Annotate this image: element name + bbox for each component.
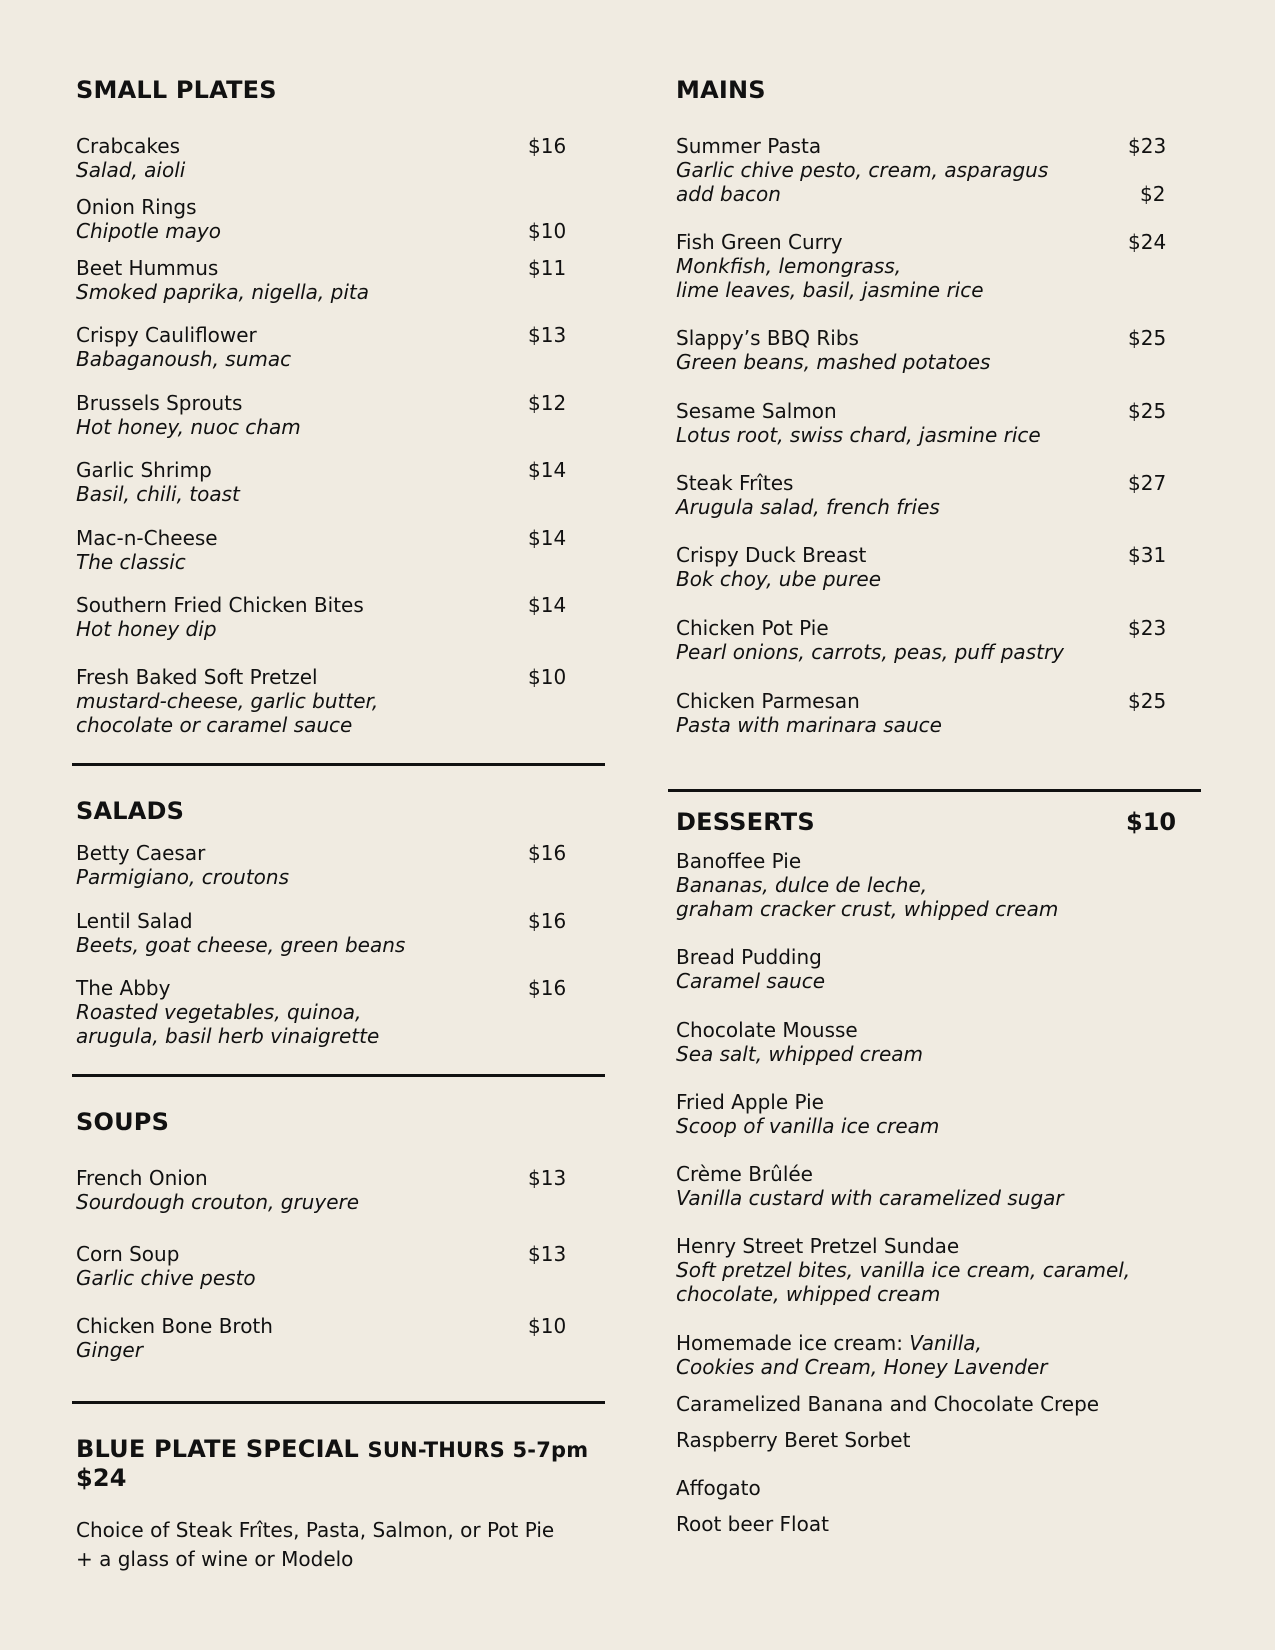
- item-name: Crispy Duck Breast: [676, 543, 867, 567]
- special-description-line2: + a glass of wine or Modelo: [76, 1547, 354, 1571]
- item-name: [676, 1331, 1196, 1355]
- special-description: Choice of Steak Frîtes, Pasta, Salmon, or Pot Pie: [76, 1518, 555, 1542]
- item-name: Raspberry Beret Sorbet: [676, 1428, 911, 1452]
- item-price: $23: [1128, 616, 1167, 640]
- item-description-line2: graham cracker crust, whipped cream: [676, 897, 1059, 921]
- item-name: Slappy’s BBQ Ribs: [676, 326, 859, 350]
- menu-item: [676, 1392, 1196, 1416]
- item-name: Chocolate Mousse: [676, 1018, 858, 1042]
- item-price: $10: [528, 665, 567, 689]
- item-name: French Onion: [76, 1166, 208, 1190]
- item-name: Lentil Salad: [76, 909, 193, 933]
- menu-item: [676, 134, 1196, 206]
- menu-item: [76, 1166, 596, 1214]
- menu-item: [76, 195, 596, 243]
- menu-item: [76, 976, 596, 1048]
- item-description-line2: chocolate or caramel sauce: [76, 713, 353, 737]
- item-name: Corn Soup: [76, 1242, 180, 1266]
- item-name: Sesame Salmon: [676, 399, 837, 423]
- item-name: Crabcakes: [76, 134, 180, 158]
- item-description: Arugula salad, french fries: [676, 495, 940, 519]
- menu-item: [676, 689, 1196, 737]
- item-description-line2: lime leaves, basil, jasmine rice: [676, 278, 984, 302]
- item-price: $24: [1128, 230, 1167, 254]
- item-name: Fried Apple Pie: [676, 1090, 824, 1114]
- item-addon-price: $2: [1140, 182, 1166, 206]
- item-description: Vanilla,: [909, 1331, 982, 1355]
- item-price: $10: [528, 1314, 567, 1338]
- mains-heading: MAINS: [676, 76, 766, 104]
- menu-item: [76, 593, 596, 641]
- item-description: Hot honey dip: [76, 617, 217, 641]
- item-description: Smoked paprika, nigella, pita: [76, 280, 369, 304]
- item-description: Garlic chive pesto, cream, asparagus: [676, 158, 1049, 182]
- salads-heading: SALADS: [76, 797, 185, 825]
- menu-item: [76, 391, 596, 439]
- item-price: $16: [528, 909, 567, 933]
- item-name: Brussels Sprouts: [76, 391, 243, 415]
- item-price: $12: [528, 391, 567, 415]
- item-description: mustard-cheese, garlic butter,: [76, 689, 379, 713]
- desserts-heading: DESSERTS: [676, 808, 815, 836]
- item-name: Chicken Parmesan: [676, 689, 860, 713]
- item-name: Henry Street Pretzel Sundae: [676, 1234, 960, 1258]
- item-name: Fish Green Curry: [676, 230, 843, 254]
- menu-item: [676, 399, 1196, 447]
- item-price: $14: [528, 458, 567, 482]
- item-price: $13: [528, 323, 567, 347]
- item-price: $31: [1128, 543, 1167, 567]
- item-name: Mac-n-Cheese: [76, 526, 218, 550]
- item-name: Caramelized Banana and Chocolate Crepe: [676, 1392, 1100, 1416]
- item-name: Fresh Baked Soft Pretzel: [76, 665, 318, 689]
- item-description: Garlic chive pesto: [76, 1266, 256, 1290]
- section-divider: [72, 1401, 605, 1404]
- section-divider: [72, 1074, 605, 1077]
- menu-item: [676, 326, 1196, 374]
- menu-item: [76, 665, 596, 737]
- item-description: Hot honey, nuoc cham: [76, 415, 301, 439]
- menu-item: [676, 1512, 1196, 1536]
- item-description: Ginger: [76, 1338, 143, 1362]
- item-price: $16: [528, 134, 567, 158]
- item-price: $25: [1128, 326, 1167, 350]
- item-description: Beets, goat cheese, green beans: [76, 933, 406, 957]
- item-description: Sea salt, whipped cream: [676, 1042, 924, 1066]
- menu-item: [76, 909, 596, 957]
- item-price: $14: [528, 593, 567, 617]
- menu-item: [76, 1314, 596, 1362]
- item-description-line2: add bacon: [676, 182, 781, 206]
- item-description: Lotus root, swiss chard, jasmine rice: [676, 423, 1041, 447]
- special-price: $24: [76, 1464, 127, 1492]
- item-description: Sourdough crouton, gruyere: [76, 1190, 360, 1214]
- menu-item: [76, 256, 596, 304]
- item-name: Steak Frîtes: [676, 471, 794, 495]
- menu-item: [76, 526, 596, 574]
- item-description: Pasta with marinara sauce: [676, 713, 942, 737]
- item-description: Caramel sauce: [676, 969, 826, 993]
- menu-item: [676, 1090, 1196, 1138]
- item-description: Pearl onions, carrots, peas, puff pastry: [676, 640, 1065, 664]
- menu-item: [676, 543, 1196, 591]
- item-price: $16: [528, 976, 567, 1000]
- menu-item: [676, 1234, 1196, 1306]
- menu-item: [676, 1162, 1196, 1210]
- section-divider: [72, 763, 605, 766]
- menu-item: [76, 323, 596, 371]
- item-name: Beet Hummus: [76, 256, 219, 280]
- item-name: Affogato: [676, 1476, 761, 1500]
- item-description: Soft pretzel bites, vanilla ice cream, caramel,: [676, 1258, 1131, 1282]
- menu-item: [676, 230, 1196, 302]
- item-name: Bread Pudding: [676, 945, 822, 969]
- item-price: $25: [1128, 689, 1167, 713]
- item-name-text: Homemade ice cream:: [676, 1331, 903, 1355]
- item-price: $27: [1128, 471, 1167, 495]
- menu-item: [676, 1018, 1196, 1066]
- item-price: $13: [528, 1166, 567, 1190]
- item-name: Chicken Pot Pie: [676, 616, 829, 640]
- item-name: Banoffee Pie: [676, 849, 802, 873]
- item-description: Parmigiano, croutons: [76, 865, 290, 889]
- menu-item: [676, 616, 1196, 664]
- item-price: $14: [528, 526, 567, 550]
- item-name: Onion Rings: [76, 195, 197, 219]
- menu-item: [676, 849, 1196, 921]
- menu-item: [676, 1428, 1196, 1452]
- small-plates-heading: SMALL PLATES: [76, 76, 277, 104]
- item-name: Crispy Cauliflower: [76, 323, 257, 347]
- item-price: $23: [1128, 134, 1167, 158]
- item-description-line2: chocolate, whipped cream: [676, 1282, 941, 1306]
- item-price: $13: [528, 1242, 567, 1266]
- menu-item: [76, 134, 596, 182]
- item-description: Basil, chili, toast: [76, 482, 240, 506]
- special-heading: [76, 1435, 588, 1463]
- item-name: Chicken Bone Broth: [76, 1314, 273, 1338]
- item-name: Summer Pasta: [676, 134, 822, 158]
- special-days: SUN-THURS 5-7pm: [367, 1438, 589, 1462]
- desserts-price: $10: [1126, 808, 1177, 836]
- item-price: $25: [1128, 399, 1167, 423]
- item-description: Bok choy, ube puree: [676, 567, 882, 591]
- item-description: Green beans, mashed potatoes: [676, 350, 991, 374]
- item-description: The classic: [76, 550, 186, 574]
- menu-item: [676, 945, 1196, 993]
- item-description: Monkfish, lemongrass,: [676, 254, 902, 278]
- item-price: $10: [528, 219, 567, 243]
- item-price: $16: [528, 841, 567, 865]
- item-name: Crème Brûlée: [676, 1162, 813, 1186]
- item-description: Salad, aioli: [76, 158, 186, 182]
- section-divider: [668, 789, 1201, 792]
- item-name: Garlic Shrimp: [76, 458, 212, 482]
- special-title: BLUE PLATE SPECIAL: [76, 1435, 359, 1463]
- menu-item: [676, 1476, 1196, 1500]
- menu-item: [76, 1242, 596, 1290]
- menu-item: [76, 458, 596, 506]
- item-name: Southern Fried Chicken Bites: [76, 593, 364, 617]
- item-description: Babaganoush, sumac: [76, 347, 292, 371]
- item-description-line2: Cookies and Cream, Honey Lavender: [676, 1355, 1048, 1379]
- item-name: Root beer Float: [676, 1512, 829, 1536]
- menu-item: [676, 471, 1196, 519]
- item-description: Roasted vegetables, quinoa,: [76, 1000, 362, 1024]
- item-name: Betty Caesar: [76, 841, 206, 865]
- item-description: Chipotle mayo: [76, 219, 221, 243]
- item-description: Bananas, dulce de leche,: [676, 873, 928, 897]
- menu-item: [676, 1331, 1196, 1379]
- soups-heading: SOUPS: [76, 1108, 170, 1136]
- item-name: The Abby: [76, 976, 171, 1000]
- item-description: Vanilla custard with caramelized sugar: [676, 1186, 1064, 1210]
- item-description: Scoop of vanilla ice cream: [676, 1114, 940, 1138]
- item-description-line2: arugula, basil herb vinaigrette: [76, 1024, 380, 1048]
- menu-item: [76, 841, 596, 889]
- item-price: $11: [528, 256, 567, 280]
